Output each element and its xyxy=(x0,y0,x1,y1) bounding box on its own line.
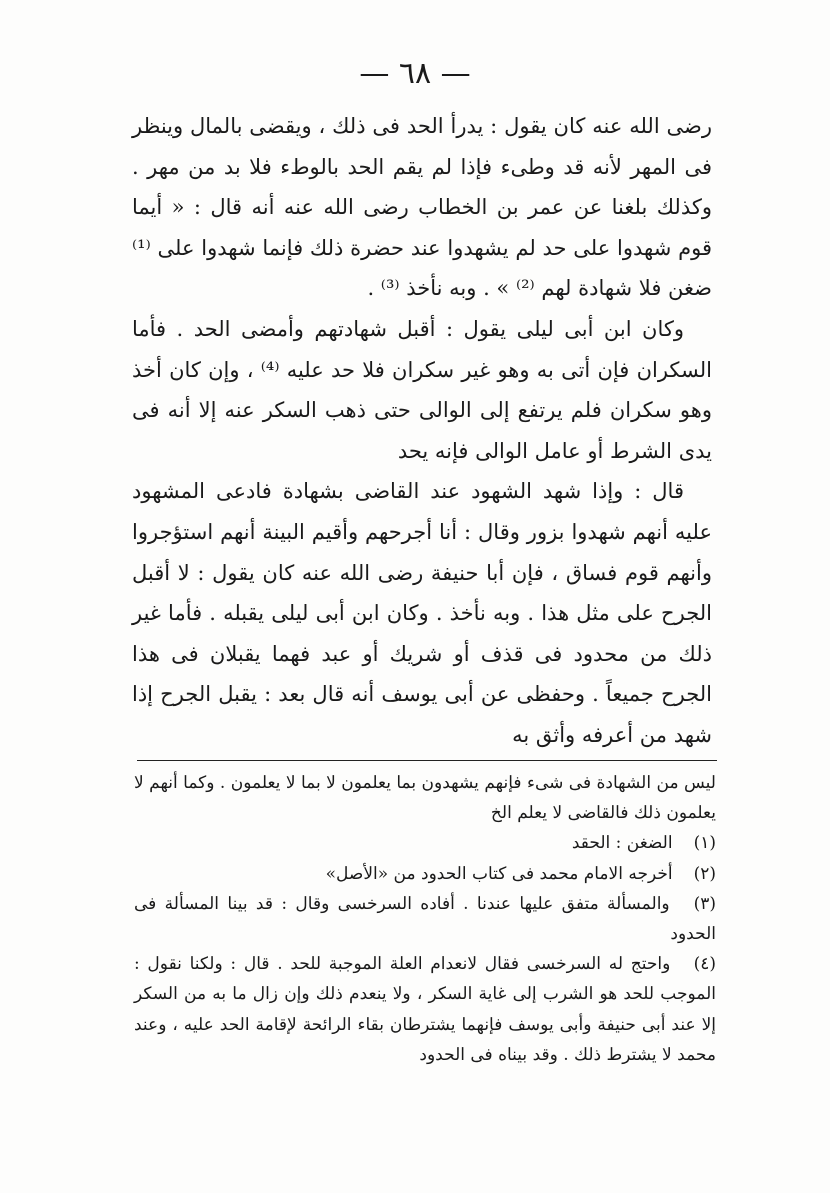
main-text-body xyxy=(132,106,712,756)
footnote-4 xyxy=(134,949,716,1070)
footnote-continuation: ليس من الشهادة فى شىء فإنهم يشهدون بما يعلمون لا بما لا يعلمون . وكما أنهم لا يعلمون ذلك فالقاضى لا يعلم الخ xyxy=(134,773,716,824)
footnote-separator xyxy=(137,760,717,761)
footnote-marker: (١) xyxy=(693,833,716,854)
footnote-marker: (٣) xyxy=(693,893,717,914)
footnote-1 xyxy=(134,828,716,858)
footnote-3 xyxy=(134,889,716,949)
footnote-text: أخرجه الامام محمد فى كتاب الحدود من «الأصل» xyxy=(325,863,673,884)
footnote-text: الضغن : الحقد xyxy=(571,833,673,854)
footnote-marker: (٢) xyxy=(693,863,716,884)
footnote-text: والمسألة متفق عليها عندنا . أفاده السرخسى وقال : قد بينا المسألة فى الحدود xyxy=(134,893,716,945)
footnotes-section xyxy=(134,768,716,1070)
main-paragraph-1: رضى الله عنه كان يقول : يدرأ الحد فى ذلك ، ويقضى بالمال وينظر فى المهر لأنه قد وطىء فإذا لم يقم الحد بالوطء فلا بد من مهر . وكذلك بلغنا عن عمر بن الخطاب رضى الله عنه أنه قال : « أيما قوم شهدوا على حد لم يشهدوا عند حضرة ذلك فإنما شهدوا على ⁽¹⁾ ضغن فلا شهادة لهم ⁽²⁾ » . وبه نأخذ ⁽³⁾ . xyxy=(132,114,712,301)
footnote-text: واحتج له السرخسى فقال لانعدام العلة الموجبة للحد . قال : ولكنا نقول : الموجب للحد هو الشرب إلى غاية السكر ، ولا ينعدم ذلك وإن زال ما به من السكر إلا عند أبى حنيفة وأبى يوسف فإنهما يشترطان بقاء الرائحة لإقامة الحد عليه ، وعند محمد لا يشترط ذلك . وقد بيناه فى الحدود xyxy=(134,954,716,1065)
main-paragraph-2: وكان ابن أبى ليلى يقول : أقبل شهادتهم وأمضى الحد . فأما السكران فإن أتى به وهو غير سكران فلا حد عليه ⁽⁴⁾ ، وإن كان أخذ وهو سكران فلم يرتفع إلى الوالى حتى ذهب السكر عنه إلا أنه فى يدى الشرط أو عامل الوالى فإنه يحد xyxy=(132,316,712,463)
page-number: — ٦٨ — xyxy=(359,56,471,91)
footnote-2 xyxy=(134,859,716,889)
main-paragraph-3: قال : وإذا شهد الشهود عند القاضى بشهادة فادعى المشهود عليه أنهم شهدوا بزور وقال : أنا أجرحهم وأقيم البينة أنهم استؤجروا وأنهم قوم فساق ، فإن أبا حنيفة رضى الله عنه كان يقول : لا أقبل الجرح على مثل هذا . وبه نأخذ . وكان ابن أبى ليلى يقبله . فأما غير ذلك من محدود فى قذف أو شريك أو عبد فهما يقبلان فى هذا الجرح جميعاً . وحفظى عن أبى يوسف أنه قال بعد : يقبل الجرح إذا شهد من أعرفه وأثق به xyxy=(132,479,712,747)
footnote-marker: (٤) xyxy=(693,954,717,975)
